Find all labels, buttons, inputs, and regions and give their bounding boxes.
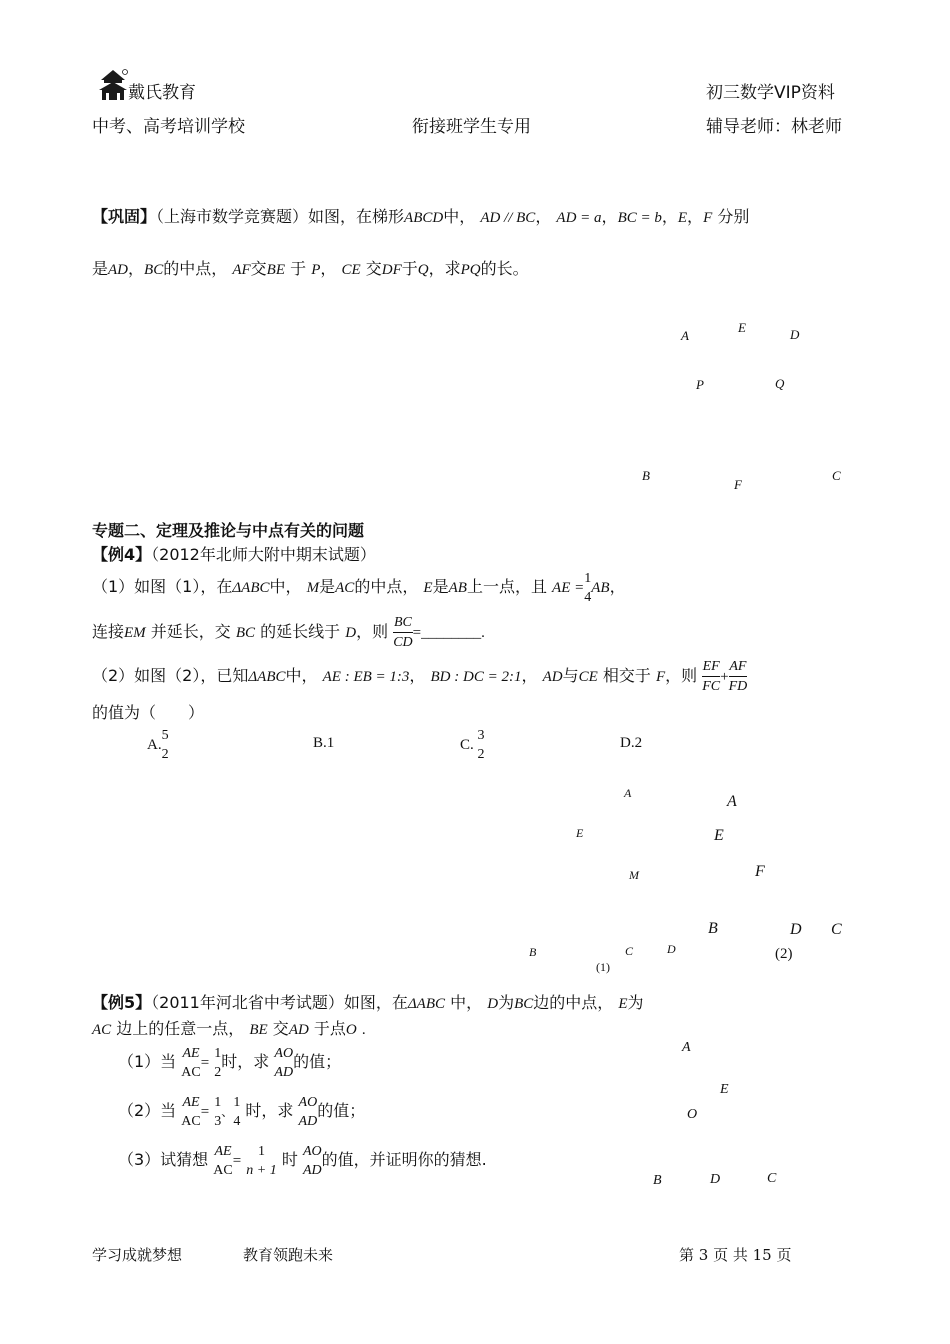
text: （2）当 — [118, 1101, 177, 1120]
fig1-label-m: M — [629, 868, 639, 882]
fig5-label-o: O — [687, 1107, 698, 1122]
fraction — [299, 1093, 318, 1131]
math: EM — [124, 625, 146, 641]
denominator: AC — [181, 1064, 201, 1080]
choice-label: A. — [147, 737, 162, 753]
choice-label: C. — [460, 737, 474, 753]
text: 交 — [250, 259, 267, 278]
fig-label-e: E — [738, 320, 746, 335]
fraction — [274, 1044, 293, 1082]
text: ， — [409, 666, 426, 685]
text: 的值； — [293, 1052, 342, 1071]
fig-label-f: F — [734, 477, 742, 492]
text: ，则 — [665, 666, 698, 685]
example5-q2 — [118, 1091, 365, 1132]
example4-part1-line1 — [92, 567, 626, 608]
text: ， — [687, 207, 704, 226]
consolidate-tag: 【巩固】 — [92, 207, 157, 226]
fig1-caption: (1) — [596, 960, 610, 974]
fig-label-c: C — [832, 468, 841, 483]
text: 是 — [319, 577, 336, 596]
text: 时，求 — [245, 1101, 294, 1120]
example5-tag: 【例5】 — [92, 993, 152, 1012]
fig2-label-c: C — [831, 921, 842, 938]
math: O — [345, 1022, 357, 1038]
school-name: 中考、高考培训学校 — [92, 117, 245, 137]
fig5-label-c: C — [767, 1171, 777, 1186]
text: ， — [128, 259, 145, 278]
fig1-label-b: B — [529, 945, 537, 959]
text: 为 — [498, 993, 515, 1012]
fig1-label-e: E — [576, 826, 584, 840]
example5-line2 — [92, 1016, 366, 1039]
fraction — [702, 657, 720, 696]
text: 于 — [290, 259, 307, 278]
example4-part2-line2: 的值为（ ） — [92, 703, 205, 722]
math: ABCD — [404, 210, 444, 226]
math: BC — [144, 262, 164, 278]
math: AB — [448, 580, 467, 596]
example4-part1-line2 — [92, 612, 485, 653]
fig-label-p: P — [696, 377, 704, 392]
text: ， — [320, 259, 337, 278]
fraction — [181, 1093, 200, 1131]
fig2-label-a: A — [727, 793, 737, 810]
text: 的长。 — [480, 259, 529, 278]
fraction — [246, 1142, 276, 1180]
footer-page-info: 第 3 页 共 15 页 — [679, 1246, 792, 1264]
numerator: AE — [182, 1045, 200, 1061]
text: 的中点， — [163, 259, 228, 278]
denominator: 2 — [214, 1064, 222, 1080]
numerator: AF — [729, 659, 747, 674]
fig2-label-b: B — [708, 920, 718, 937]
fig2-label-d: D — [790, 921, 802, 938]
plus-sign: + — [720, 669, 729, 685]
text: （3）试猜想 — [118, 1150, 209, 1169]
math: F — [703, 210, 713, 226]
math: PQ — [460, 262, 481, 278]
fraction — [729, 657, 748, 696]
fig5-label-b: B — [653, 1173, 662, 1188]
math: AC — [335, 580, 355, 596]
math: AD = a — [556, 210, 602, 226]
text: 上一点，且 — [466, 577, 547, 596]
text: 时，求 — [221, 1052, 270, 1071]
math: BC — [514, 996, 534, 1012]
consolidate-line1 — [92, 204, 749, 227]
choice-b: B.1 — [313, 735, 335, 751]
text: （2）如图（2），已知 — [92, 666, 249, 685]
fraction — [213, 1142, 232, 1180]
text: 是 — [432, 577, 449, 596]
example5-line1 — [92, 990, 644, 1013]
numerator: BC — [394, 615, 412, 630]
numerator: 3 — [477, 728, 485, 743]
math: AC — [92, 1022, 112, 1038]
text: （2011年河北省中考试题）如图，在 — [151, 993, 408, 1012]
fig-label-q: Q — [775, 376, 785, 391]
fraction — [233, 1093, 240, 1131]
text: 中， — [443, 207, 476, 226]
denominator: AC — [181, 1113, 201, 1129]
numerator: 1 — [584, 570, 592, 586]
math: ΔABC — [248, 669, 286, 685]
consolidate-line2 — [92, 256, 529, 279]
fig-label-b: B — [642, 468, 650, 483]
example5-q3 — [118, 1140, 487, 1181]
text: （1）如图（1），在 — [92, 577, 233, 596]
example4-part2-line1 — [92, 656, 747, 697]
math: AD // BC — [480, 210, 536, 226]
fig2-label-e: E — [714, 827, 724, 844]
math: BE — [266, 262, 285, 278]
denominator: 4 — [584, 589, 592, 605]
fig-label-d: D — [790, 327, 800, 342]
fig5-label-e: E — [720, 1082, 729, 1097]
text: 于点 — [313, 1019, 346, 1038]
fraction — [181, 1044, 200, 1082]
denominator: CD — [393, 632, 412, 652]
answer-blank: =________. — [412, 625, 485, 641]
math: Q — [417, 262, 429, 278]
numerator: 1 — [214, 1045, 222, 1061]
fig1-label-a: A — [624, 786, 632, 800]
text: 是 — [92, 259, 109, 278]
math: BC — [235, 625, 256, 641]
math: AD — [542, 669, 563, 685]
denominator: 3 — [214, 1113, 222, 1129]
topic-title: 专题二、定理及推论与中点有关的问题 — [92, 521, 365, 540]
math: F — [655, 669, 666, 685]
numerator: EF — [702, 659, 720, 674]
text: 交 — [272, 1019, 289, 1038]
equals-sign: = — [232, 1153, 242, 1169]
choice-a — [147, 726, 169, 764]
math: AD — [108, 262, 129, 278]
numerator: 1 — [214, 1094, 222, 1110]
numerator: 5 — [161, 728, 169, 743]
text: 的中点， — [354, 577, 419, 596]
numerator: 1 — [233, 1094, 241, 1110]
brand-name: 戴氏教育 — [128, 83, 196, 103]
math: AE = — [552, 580, 585, 596]
math: E — [423, 580, 433, 596]
text: 为 — [627, 993, 644, 1012]
separator: 、 — [221, 1105, 234, 1119]
numerator: AO — [274, 1045, 294, 1061]
teacher-name: 辅导老师：林老师 — [706, 117, 842, 137]
fraction — [478, 726, 485, 764]
math: M — [306, 580, 320, 596]
equals-sign: = — [200, 1055, 210, 1071]
denominator: n + 1 — [246, 1162, 277, 1178]
text: 的延长线于 — [260, 622, 341, 641]
text: ， — [609, 577, 626, 596]
text: 并延长，交 — [150, 622, 231, 641]
math: ΔABC — [232, 580, 270, 596]
example4-header — [92, 542, 376, 565]
text: 分别 — [717, 207, 750, 226]
text: 与 — [562, 666, 579, 685]
denominator: 2 — [477, 747, 485, 762]
text: 时 — [281, 1150, 298, 1169]
math: E — [677, 210, 688, 226]
fraction — [162, 726, 169, 764]
text: . — [361, 1022, 366, 1038]
text: ，求 — [428, 259, 461, 278]
fig2-caption: (2) — [775, 946, 793, 962]
choice-c — [460, 726, 485, 764]
fig5-label-d: D — [710, 1172, 721, 1187]
numerator: AO — [302, 1143, 322, 1159]
math: BD : DC = 2:1 — [430, 669, 522, 685]
text: 边上的任意一点， — [116, 1019, 245, 1038]
choice-d: D.2 — [620, 735, 643, 751]
program-name: 衔接班学生专用 — [412, 117, 531, 137]
example5-q1 — [118, 1042, 341, 1083]
text: 中， — [285, 666, 318, 685]
equals-sign: = — [200, 1104, 210, 1120]
text: ， — [535, 207, 552, 226]
math: D — [345, 625, 357, 641]
denominator: 2 — [161, 747, 169, 762]
text: ， — [661, 207, 678, 226]
fig2-label-f: F — [755, 863, 765, 880]
denominator: AD — [302, 1162, 322, 1178]
doc-title: 初三数学VIP资料 — [706, 83, 835, 103]
denominator: FD — [729, 676, 748, 696]
numerator: AO — [298, 1094, 318, 1110]
numerator: AE — [182, 1094, 200, 1110]
fig1-label-d: D — [667, 942, 676, 956]
numerator: AE — [214, 1143, 232, 1159]
text: ， — [521, 666, 538, 685]
text: 的值； — [317, 1101, 366, 1120]
math: DF — [381, 262, 402, 278]
math: ΔABC — [407, 996, 446, 1012]
math: D — [487, 996, 499, 1012]
example4-source: （2012年北师大附中期末试题） — [151, 545, 376, 564]
text: 中， — [269, 577, 302, 596]
footer-slogan-1: 学习成就梦想 — [92, 1246, 183, 1264]
denominator: AD — [274, 1064, 294, 1080]
math: P — [311, 262, 321, 278]
text: 交 — [365, 259, 382, 278]
logo — [97, 68, 129, 102]
text: 连接 — [92, 622, 125, 641]
math: AE : EB = 1:3 — [322, 669, 410, 685]
math: AB — [591, 580, 610, 596]
text: 边的中点， — [533, 993, 614, 1012]
example4-tag: 【例4】 — [92, 545, 152, 564]
denominator: 4 — [233, 1113, 241, 1129]
text: ，则 — [356, 622, 389, 641]
math: BE — [249, 1022, 268, 1038]
denominator: AC — [213, 1162, 233, 1178]
math: AD — [288, 1022, 309, 1038]
text: 于 — [401, 259, 418, 278]
denominator: FC — [702, 676, 720, 696]
text: 相交于 — [602, 666, 651, 685]
denominator: AD — [298, 1113, 318, 1129]
text: ， — [601, 207, 618, 226]
fig5-label-a: A — [682, 1040, 691, 1055]
math: BC = b — [617, 210, 662, 226]
numerator: 1 — [258, 1143, 266, 1159]
fraction — [303, 1142, 322, 1180]
footer-slogan-2: 教育领跑未来 — [243, 1246, 334, 1264]
pagoda-logo-icon — [97, 68, 129, 102]
math: E — [618, 996, 628, 1012]
math: AF — [232, 262, 251, 278]
text: 中， — [450, 993, 483, 1012]
text: （上海市数学竞赛题）如图，在梯形 — [156, 207, 405, 226]
math: CE — [578, 669, 598, 685]
text: 的值，并证明你的猜想. — [321, 1150, 487, 1169]
fraction — [393, 613, 412, 652]
fig1-label-c: C — [625, 944, 634, 958]
text: （1）当 — [118, 1052, 177, 1071]
fig-label-a: A — [681, 328, 689, 343]
math: CE — [341, 262, 361, 278]
